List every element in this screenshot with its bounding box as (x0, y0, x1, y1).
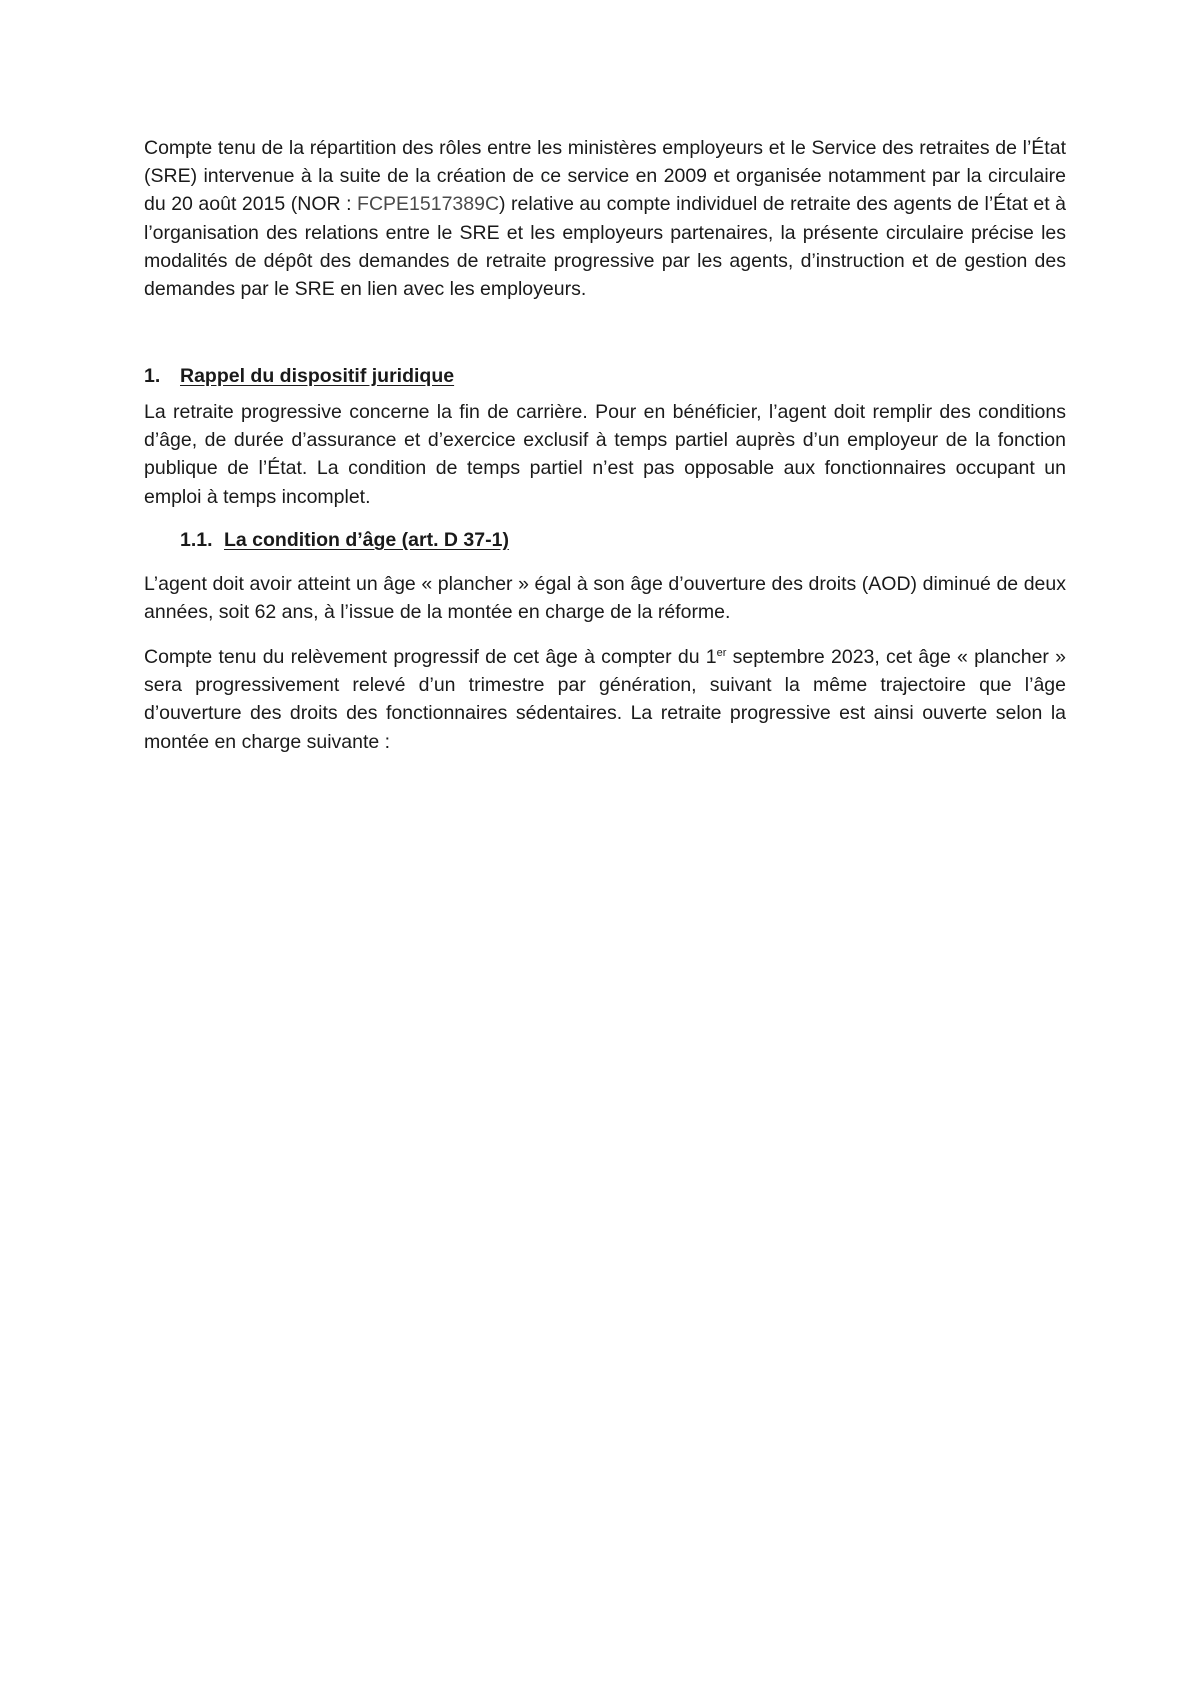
section-1-title: Rappel du dispositif juridique (180, 365, 455, 387)
nor-reference: FCPE1517389C (357, 193, 500, 216)
section-1-1-heading (180, 526, 509, 554)
section-1-1-number: 1.1. (180, 529, 213, 551)
paragraph-2-start: Compte tenu du relèvement progressif de cet âge à compter du 1 (144, 646, 717, 668)
paragraph-2-end: septembre 2023, cet âge « plancher » sera progressivement relevé d’un trimestre par génération, suivant la même trajectoire que l’âge d’ouverture des droits des fonctionnaires sédentaires. La retraite progressive est ainsi ouverte selon la montée en charge suivante : (144, 646, 1067, 753)
section-1-1-paragraph-1: L’agent doit avoir atteint un âge « plancher » égal à son âge d’ouverture des droits (AOD) diminué de deux années, soit 62 ans, à l’issue de la montée en charge de la réforme. (144, 573, 1066, 624)
section-1-paragraph: La retraite progressive concerne la fin de carrière. Pour en bénéficier, l’agent doit remplir des conditions d’âge, de durée d’assurance et d’exercice exclusif à temps partiel auprès d’un employeur de la fonction publique de l’État. La condition de temps partiel n’est pas opposable aux fonctionnaires occupant un emploi à temps incomplet. (144, 401, 1066, 508)
ordinal-superscript: er (716, 647, 727, 659)
section-1-number: 1. (144, 365, 161, 387)
section-1-heading (144, 362, 454, 390)
section-1-1-title: La condition d’âge (art. D 37-1) (224, 529, 509, 551)
intro-paragraph (144, 134, 1066, 303)
intro-text-end: ) relative au compte individuel de retraite des agents de l’État et à l’organisation des relations entre le SRE et les employeurs partenaires, la présente circulaire précise les modalités de dépôt des demandes de retraite progressive par les agents, d’instruction et de gestion des demandes par le SRE en lien avec les employeurs. (144, 193, 1066, 301)
intro-text-start: Compte tenu de la répartition des rôles entre les ministères employeurs et le Service des retraites de l’État (SRE) intervenue à la suite de la création de ce service en 2009 et organisée notamment par la circulaire du 20 août 2015 (NOR : (144, 137, 1066, 216)
section-1-1-paragraph-2 (144, 643, 1066, 756)
